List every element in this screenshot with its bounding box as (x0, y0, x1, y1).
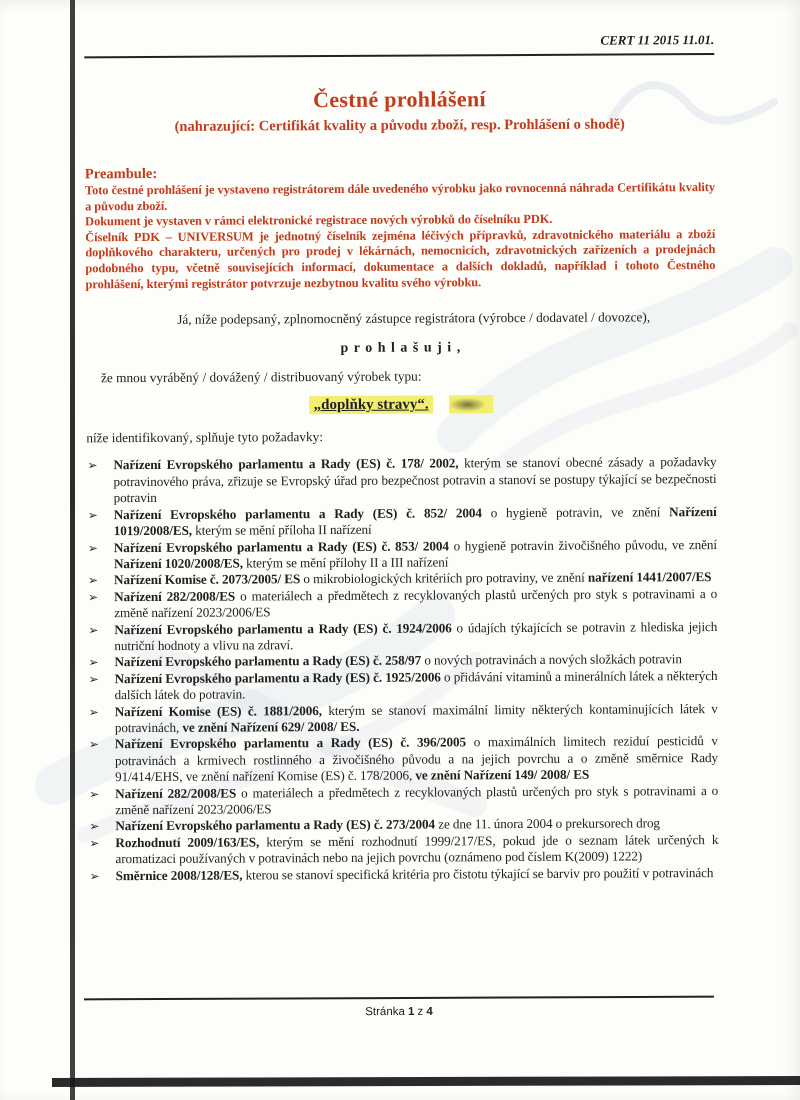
requirement-item (87, 537, 717, 573)
requirement-text-segment: ze dne 11. února 2004 o prekursorech drog (434, 815, 660, 832)
footer-label: Stránka (365, 1005, 405, 1019)
requirement-text (115, 783, 718, 819)
requirement-item (88, 701, 718, 737)
requirement-text-segment: o hygieně potravin, ve znění (481, 503, 670, 520)
requirement-text-segment: o materiálech a předmětech z recyklovaných plastů určených pro styk s potravinami a o změně nařízení 2023/2006/ES (114, 585, 718, 621)
arrow-bullet-icon: ➢ (88, 737, 99, 752)
preambule-paragraph: Dokument je vystaven v rámci elektronické registrace nových výrobků do číselníku PDK. (85, 212, 553, 229)
requirement-text-segment: Nařízení Evropského parlamentu a Rady (ES) č. 273/2004 (115, 816, 436, 834)
preambule-paragraphs (85, 180, 716, 292)
product-type-line (86, 394, 716, 416)
declaration-intro: Já, níže podepsaný, zplnomocněný zástupce registrátora (výrobce / dodavatel / dovozce), (177, 309, 651, 327)
requirement-text-segment: Nařízení 1019/2008/ES, (113, 503, 717, 539)
requirement-text-segment: o maximálních limitech reziduí pesticidů v potravinách a krmivech rostlinného a živočišného původu a na jejich povrchu a o změně směrnice Rady 91/414/EHS, ve znění nařízení Komise (ES) č. 178/2006, (114, 733, 719, 785)
requirement-text-segment: Nařízení Komise (ES) č. 1881/2006, (114, 702, 322, 719)
product-intro: že mnou vyráběný / dovážený / distribuovaný výrobek typu: (100, 368, 422, 386)
requirement-text-segment: Směrnice 2008/128/ES, (115, 867, 243, 883)
requirement-text-segment: Nařízení 1020/2008/ES, (113, 555, 243, 572)
requirement-text-segment: nařízení 1441/2007/ES (587, 569, 712, 586)
arrow-bullet-icon: ➢ (88, 704, 99, 719)
arrow-bullet-icon: ➢ (89, 836, 100, 851)
scan-edge-bottom (52, 1076, 800, 1087)
preambule-heading: Preambule: (84, 165, 158, 183)
footer-of-word: z (417, 1005, 424, 1018)
requirement-text (115, 701, 718, 737)
requirement-item (88, 783, 718, 819)
page-footer (84, 996, 714, 1021)
requirement-text (114, 537, 717, 573)
requirement-text (114, 586, 717, 622)
requirement-text-segment: kterým se mění přílohy II a III nařízení (242, 554, 449, 571)
footer-page-number: 1 (407, 1005, 415, 1018)
footer-total-pages: 4 (426, 1005, 433, 1018)
arrow-bullet-icon: ➢ (88, 655, 99, 670)
preambule-paragraph: Číselník PDK – UNIVERSUM je jednotný číselník zejména léčivých přípravků, zdravotnického materiálu a zboží doplňkového charakteru, určených pro prodej v lékárnách, nemocnicích, zdravotnických zařízeních a prodejnách podobného typu, včetně souvisejících informací, dokumentace a dalších dokladů, například i tohoto Čestného prohlášení, kterými registrátor potvrzuje nezbytnou kvalitu svého výrobku. (85, 226, 716, 291)
requirements-intro: níže identifikovaný, splňuje tyto požadavky: (86, 429, 324, 446)
requirement-text (115, 668, 718, 704)
requirements-list (86, 454, 718, 884)
arrow-bullet-icon: ➢ (89, 786, 100, 801)
requirement-text-segment: ve znění Nařízení 149/ 2008/ ES (415, 766, 590, 783)
requirement-text-segment: Nařízení Evropského parlamentu a Rady (ES) č. 258/97 (114, 652, 422, 670)
requirement-text-segment: Rozhodnutí 2009/163/ES, (115, 834, 260, 850)
requirement-text (116, 865, 719, 885)
requirement-item (87, 504, 717, 540)
requirement-text-segment: Nařízení Evropského parlamentu a Rady (ES) č. 178/ 2002, (113, 455, 459, 473)
arrow-bullet-icon: ➢ (88, 622, 99, 637)
requirement-text-segment: kterým se stanoví maximální limity některých kontaminujících látek v potravinách, (114, 700, 718, 736)
requirement-item (86, 454, 716, 507)
arrow-bullet-icon: ➢ (88, 672, 99, 687)
requirement-text-segment: Nařízení 282/2008/ES (115, 785, 237, 801)
requirement-text (114, 504, 717, 540)
preambule-paragraph: Toto čestné prohlášení je vystaveno registrátorem dále uvedeného výrobku jako rovnocenná náhrada Certifikátu kvality a původu zboží. (84, 180, 716, 213)
arrow-bullet-icon: ➢ (87, 540, 98, 555)
arrow-bullet-icon: ➢ (89, 868, 100, 883)
requirement-item (88, 733, 718, 786)
arrow-bullet-icon: ➢ (88, 589, 99, 605)
declaration-word: p r o h l a š u j i , (340, 340, 462, 357)
arrow-bullet-icon: ➢ (87, 458, 98, 473)
requirement-text-segment: kterou se stanoví specifická kritéria pro čistotu týkající se barviv pro použití v potravinách (242, 864, 714, 883)
scan-edge-left (70, 0, 75, 1100)
arrow-bullet-icon: ➢ (87, 507, 98, 523)
requirement-text-segment: Nařízení Evropského parlamentu a Rady (ES) č. 853/ 2004 (113, 537, 449, 555)
requirement-text (115, 832, 718, 868)
highlighter-smudge (449, 396, 493, 414)
requirement-item (89, 865, 719, 885)
requirement-text-segment: Nařízení 282/2008/ES (114, 588, 236, 604)
requirement-text-segment: o údajích týkajících se potravin z hlediska jejich nutriční hodnoty a vlivu na zdraví. (114, 618, 718, 654)
product-type-highlight: „doplňky stravy“. (310, 396, 433, 415)
requirement-text-segment: o hygieně potravin živočišného původu, ve znění (448, 536, 717, 553)
requirement-text-segment: Nařízení Komise č. 2073/2005/ ES (113, 571, 301, 588)
arrow-bullet-icon: ➢ (88, 573, 99, 588)
arrow-bullet-icon: ➢ (89, 819, 100, 834)
document-reference: CERT 11 2015 11.01. (84, 0, 714, 58)
document-subtitle: (nahrazující: Certifikát kvality a původu zboží, resp. Prohlášení o shodě) (174, 116, 625, 135)
requirement-item (88, 832, 718, 868)
requirement-item (87, 619, 717, 655)
requirement-text-segment: o nových potravinách a nových složkách potravin (421, 651, 682, 668)
requirement-text-segment: kterým se stanoví obecné zásady a požadavky potravinového práva, zřizuje se Evropský úřad pro bezpečnost potravin a stanoví se postupy týkající se bezpečnosti potravin (113, 454, 717, 506)
requirement-text-segment: Nařízení Evropského parlamentu a Rady (ES) č. 396/2005 (114, 734, 467, 752)
requirement-item (88, 668, 718, 704)
requirement-text-segment: o přidávání vitaminů a minerálních látek a některých dalších látek do potravin. (114, 667, 718, 703)
requirement-text-segment: Nařízení Evropského parlamentu a Rady (ES) č. 1925/2006 (114, 669, 441, 686)
requirement-text-segment: o mikrobiologických kritériích pro potraviny, ve znění (300, 570, 588, 587)
requirement-text (113, 454, 716, 506)
requirement-text-segment: kterým se mění příloha II nařízení (191, 521, 372, 538)
requirement-text-segment: kterým se mění rozhodnutí 1999/217/ES, pokud jde o seznam látek určených k aromatizaci používaných v potravinách nebo na jejich povrchu (oznámeno pod číslem K(2009) 1222) (115, 831, 719, 867)
document-content (84, 0, 719, 884)
requirement-text (115, 733, 718, 785)
requirement-text-segment: o materiálech a předmětech z recyklovaných plastů určených pro styk s potravinami a o změně nařízení 2023/2006/ES (115, 782, 719, 818)
requirement-text-segment: ve znění Nařízení 629/ 2008/ ES. (182, 718, 360, 735)
document-title: Čestné prohlášení (313, 86, 486, 113)
requirement-item (87, 586, 717, 622)
requirement-text-segment: Nařízení Evropského parlamentu a Rady (ES) č. 852/ 2004 (113, 504, 482, 522)
requirement-text (114, 619, 717, 655)
requirement-text-segment: Nařízení Evropského parlamentu a Rady (ES) č. 1924/2006 (114, 619, 452, 637)
